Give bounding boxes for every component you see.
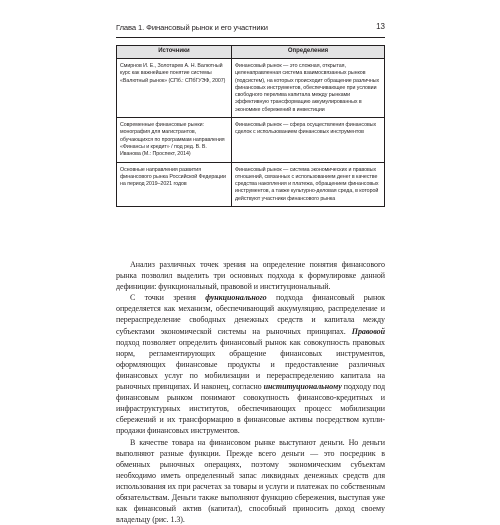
- table-row: [117, 118, 385, 162]
- paragraph: Анализ различных точек зрения на определение понятия финансового рынка позволил выделить три основных подхода к формулировке данной дефиниции: функциональный, правовой и институциональный.: [116, 259, 385, 292]
- table-cell-source: Смирнов И. Е., Золотарев А. Н. Валютный курс как важнейшее понятие системы «Валютный рынок» (СПб.: СПбГУЭФ, 2007): [117, 59, 232, 118]
- paragraph: В качестве товара на финансовом рынке выступают деньги. Но деньги выполняют разные функции. Прежде всего деньги — это посредник в обменных рыночных операциях, поэтому экономическим субъектам необходимо иметь определенный запас ликвидных денежных средств для использования их при расчетах за товары и услуги и платежах по собственным обязательствам. Деньги также выполняют функцию сбережения, выступая уже как финансовый актив (капитал), способный приносить доход своему владельцу (рис. 1.3).: [116, 437, 385, 525]
- body-text: [116, 259, 385, 525]
- table-cell-source: Современные финансовые рынки: монография для магистрантов, обучающихся по программам направления «Финансы и кредит» / под ред. В. В. Иванова (М.: Проспект, 2014): [117, 118, 232, 162]
- text-run: подходу под финансовым рынком понимают совокупность финансово-кредитных и инфраструктурных институтов, обеспечивающих процесс мобилизации сбережений и их трансформацию в финансовые активы посредством купли-продажи финансовых инструментов.: [116, 382, 385, 435]
- table-header-row: [117, 46, 385, 59]
- text-run: С точки зрения: [130, 293, 205, 302]
- emphasis-term: функционального: [205, 293, 266, 302]
- running-header: [116, 23, 385, 38]
- table-cell-definition: Финансовый рынок — система экономических и правовых отношений, связанных с использованием денег в качестве средства накопления и платежа, обращением финансовых инструментов, а также культурно-деловая среда, в которой действуют участники финансового рынка: [232, 162, 385, 206]
- table-cell-definition: Финансовый рынок — это сложная, открытая, целенаправленная система взаимосвязанных рынков (подсистем), на которых происходит обращение различных финансовых инструментов, обеспечивающее при условии свободного перелива капитала между рынками эффективную трансформацию аккумулированных в экономике сбережений в инвестиции: [232, 59, 385, 118]
- emphasis-term: Правовой: [352, 327, 385, 336]
- chapter-title: Глава 1. Финансовый рынок и его участники: [116, 23, 268, 32]
- table-cell-source: Основные направления развития финансового рынка Российской Федерации на период 2019–2021 годов: [117, 162, 232, 206]
- column-header-sources: Источники: [117, 46, 232, 59]
- table-cell-definition: Финансовый рынок — сфера осуществления финансовых сделок с использованием финансовых инструментов: [232, 118, 385, 162]
- text-run: подхода финансовый рынок определяется как механизм, обеспечивающий аккумуляцию, распределение и перераспределение свободных денежных средств и капитала между субъектами экономической системы на рыночных принципах.: [116, 293, 385, 335]
- table-row: [117, 59, 385, 118]
- paragraph: [116, 292, 385, 436]
- text-run: подход позволяет определить финансовый рынок как совокупность правовых норм, регламентирующих обращение финансовых инструментов, оформляющих финансовые продукты и предоставление различных финансовых услуг по мобилизации и перераспределению капитала на рыночных принципах. И наконец, согласно: [116, 338, 385, 391]
- table-row: [117, 162, 385, 206]
- emphasis-term: институциональному: [264, 382, 342, 391]
- column-header-definitions: Определения: [232, 46, 385, 59]
- definitions-table: [116, 45, 385, 207]
- page-number: 13: [376, 22, 385, 31]
